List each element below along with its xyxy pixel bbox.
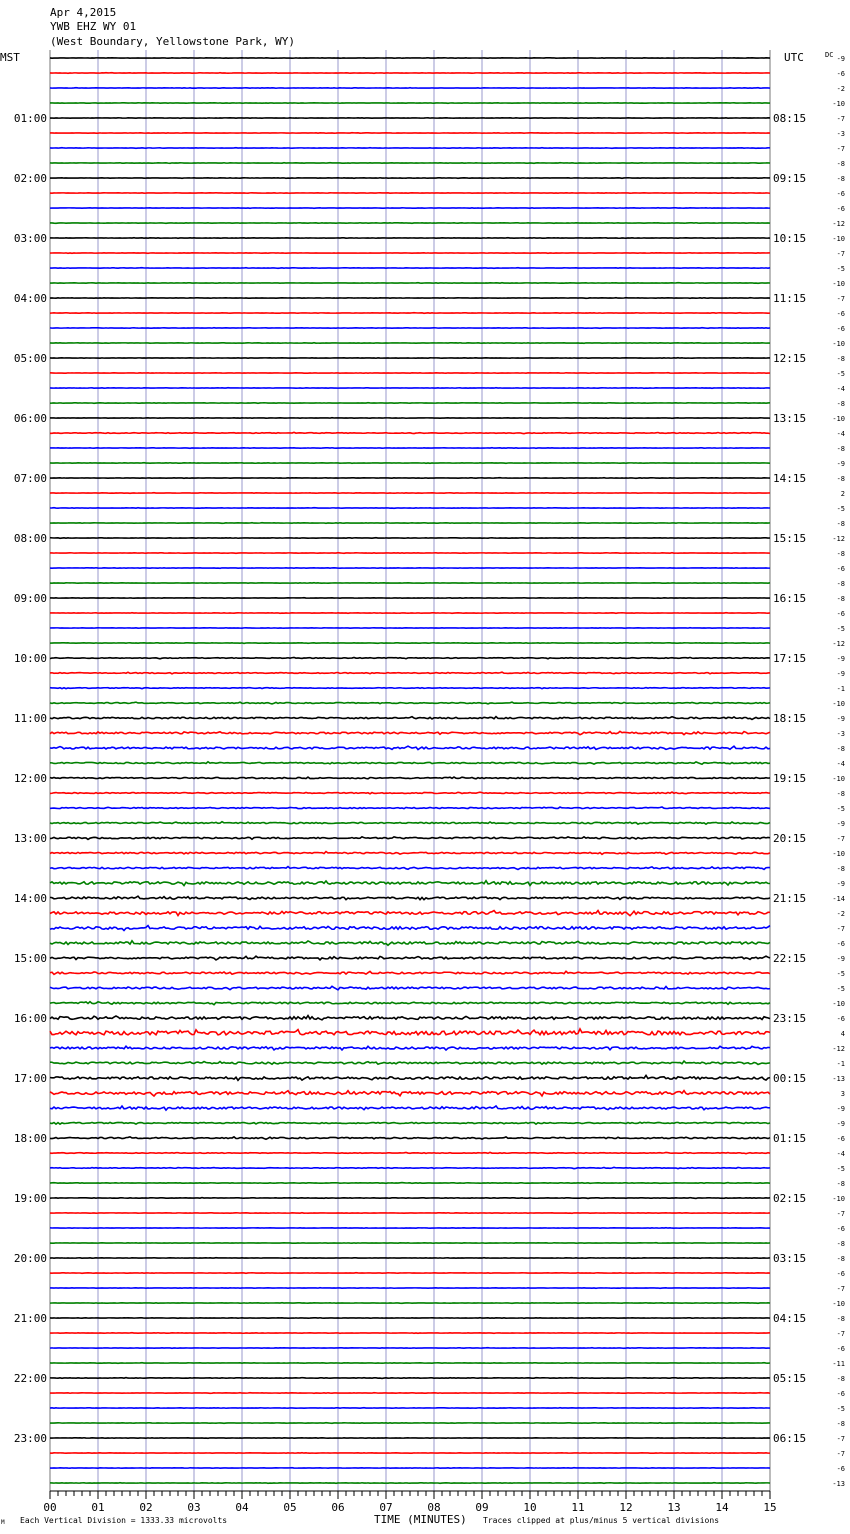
dc-offset-label: -6	[836, 1225, 845, 1233]
utc-hour-label: 02:15	[773, 1192, 807, 1205]
trace-row-16	[50, 298, 770, 299]
dc-offset-label: 3	[840, 1090, 845, 1098]
mst-hour-label: 02:00	[13, 172, 47, 185]
mst-hour-label: 09:00	[13, 592, 47, 605]
dc-offset-label: -5	[836, 805, 845, 813]
trace-row-72	[50, 1137, 770, 1139]
trace-row-2	[50, 88, 770, 89]
trace-row-32	[50, 538, 770, 539]
dc-offset-label: -8	[836, 520, 845, 528]
trace-row-23	[50, 403, 770, 404]
trace-row-65	[50, 1029, 770, 1035]
dc-offset-label: -9	[836, 655, 845, 663]
dc-offset-label: -7	[836, 250, 845, 258]
mst-hour-label: 08:00	[13, 532, 47, 545]
dc-offset-label: 4	[840, 1030, 845, 1038]
dc-offset-label: -4	[836, 430, 845, 438]
dc-offset-label: -14	[832, 895, 845, 903]
dc-offset-label: -8	[836, 1420, 845, 1428]
utc-hour-label: 06:15	[773, 1432, 807, 1445]
dc-offset-label: -6	[836, 940, 845, 948]
dc-offset-label: -6	[836, 1135, 845, 1143]
dc-offset-label: -5	[836, 1165, 845, 1173]
trace-row-17	[50, 313, 770, 314]
dc-offset-label: -6	[836, 1390, 845, 1398]
trace-row-78	[50, 1228, 770, 1229]
dc-offset-label: -2	[836, 85, 845, 93]
dc-offset-label: -4	[836, 385, 845, 393]
dc-offset-label: -10	[832, 235, 845, 243]
trace-row-63	[50, 1002, 770, 1005]
dc-offset-label: -10	[832, 415, 845, 423]
trace-row-52	[50, 837, 770, 840]
dc-offset-label: -10	[832, 1195, 845, 1203]
dc-offset-label: -8	[836, 1240, 845, 1248]
trace-row-85	[50, 1333, 770, 1334]
dc-offset-label: -12	[832, 535, 845, 543]
mst-hour-label: 07:00	[13, 472, 47, 485]
trace-row-88	[50, 1378, 770, 1379]
utc-hour-label: 10:15	[773, 232, 807, 245]
x-tick-label: 14	[715, 1501, 729, 1514]
utc-hour-label: 01:15	[773, 1132, 807, 1145]
trace-row-45	[50, 731, 770, 734]
trace-row-70	[50, 1106, 770, 1110]
mst-hour-label: 18:00	[13, 1132, 47, 1145]
trace-row-80	[50, 1258, 770, 1259]
trace-row-57	[50, 911, 770, 916]
mst-hour-label: 19:00	[13, 1192, 47, 1205]
utc-hour-label: 08:15	[773, 112, 807, 125]
trace-row-89	[50, 1393, 770, 1394]
trace-row-49	[50, 792, 770, 794]
dc-offset-label: -2	[836, 910, 845, 918]
dc-offset-label: -6	[836, 310, 845, 318]
trace-row-62	[50, 986, 770, 990]
dc-offset-label: -7	[836, 925, 845, 933]
dc-offset-label: -10	[832, 775, 845, 783]
mst-hour-label: 11:00	[13, 712, 47, 725]
trace-row-6	[50, 148, 770, 149]
trace-row-39	[50, 643, 770, 644]
dc-offset-label: -7	[836, 835, 845, 843]
dc-offset-label: -8	[836, 865, 845, 873]
utc-hour-label: 22:15	[773, 952, 807, 965]
x-tick-label: 10	[523, 1501, 537, 1514]
utc-hour-label: 05:15	[773, 1372, 807, 1385]
mst-hour-label: 04:00	[13, 292, 47, 305]
trace-row-15	[50, 283, 770, 284]
dc-offset-label: -7	[836, 1285, 845, 1293]
trace-row-84	[50, 1318, 770, 1319]
dc-offset-label: -7	[836, 1435, 845, 1443]
utc-hour-label: 21:15	[773, 892, 807, 905]
trace-row-60	[50, 956, 770, 960]
header-station: YWB EHZ WY 01	[50, 20, 137, 33]
dc-offset-label: -6	[836, 1015, 845, 1023]
dc-offset-label: -10	[832, 100, 845, 108]
dc-label: DC	[825, 51, 834, 59]
dc-offset-label: -10	[832, 850, 845, 858]
dc-offset-label: -5	[836, 970, 845, 978]
trace-row-22	[50, 388, 770, 389]
dc-offset-label: -10	[832, 280, 845, 288]
x-tick-label: 09	[475, 1501, 489, 1514]
dc-offset-label: -6	[836, 1270, 845, 1278]
trace-row-9	[50, 193, 770, 194]
dc-offset-label: -7	[836, 145, 845, 153]
dc-offset-label: -6	[836, 325, 845, 333]
dc-offset-label: -12	[832, 640, 845, 648]
right-axis-label: UTC	[784, 51, 804, 64]
trace-row-90	[50, 1408, 770, 1409]
trace-row-31	[50, 523, 770, 524]
trace-row-40	[50, 657, 770, 658]
trace-row-25	[50, 432, 770, 433]
dc-offset-label: -9	[836, 1120, 845, 1128]
mst-hour-label: 05:00	[13, 352, 47, 365]
trace-row-53	[50, 852, 770, 855]
dc-offset-label: -7	[836, 1330, 845, 1338]
traces	[50, 58, 770, 1484]
mst-hour-label: 13:00	[13, 832, 47, 845]
trace-row-92	[50, 1438, 770, 1439]
trace-row-68	[50, 1075, 770, 1080]
trace-row-33	[50, 553, 770, 554]
dc-offset-label: -8	[836, 160, 845, 168]
x-tick-label: 08	[427, 1501, 441, 1514]
trace-row-73	[50, 1152, 770, 1153]
trace-row-64	[50, 1016, 770, 1020]
dc-offset-label: -9	[836, 880, 845, 888]
trace-row-87	[50, 1363, 770, 1364]
dc-offset-label: -8	[836, 550, 845, 558]
trace-row-1	[50, 73, 770, 74]
dc-offset-label: -7	[836, 1450, 845, 1458]
dc-offset-label: -6	[836, 1465, 845, 1473]
x-tick-label: 00	[43, 1501, 57, 1514]
dc-offset-label: -8	[836, 1315, 845, 1323]
dc-offset-label: -5	[836, 625, 845, 633]
dc-offset-label: -8	[836, 400, 845, 408]
mst-hour-label: 14:00	[13, 892, 47, 905]
dc-offset-label: -8	[836, 355, 845, 363]
utc-hour-label: 16:15	[773, 592, 807, 605]
x-tick-label: 11	[571, 1501, 585, 1514]
trace-row-55	[50, 881, 770, 886]
mst-hour-label: 22:00	[13, 1372, 47, 1385]
dc-offset-label: -9	[836, 715, 845, 723]
dc-offset-label: -9	[836, 955, 845, 963]
left-axis-label: MST	[0, 51, 20, 64]
trace-row-59	[50, 941, 770, 945]
dc-offset-label: -10	[832, 700, 845, 708]
trace-row-14	[50, 268, 770, 269]
mst-hour-label: 06:00	[13, 412, 47, 425]
dc-offset-label: -10	[832, 340, 845, 348]
header-location: (West Boundary, Yellowstone Park, WY)	[50, 35, 296, 48]
x-tick-label: 02	[139, 1501, 153, 1514]
x-tick-label: 15	[763, 1501, 777, 1514]
dc-offset-label: -4	[836, 1150, 845, 1158]
trace-row-75	[50, 1183, 770, 1184]
trace-row-12	[50, 238, 770, 239]
mst-hour-label: 15:00	[13, 952, 47, 965]
x-tick-label: 06	[331, 1501, 345, 1514]
dc-offset-label: -5	[836, 370, 845, 378]
dc-offset-label: -7	[836, 295, 845, 303]
trace-row-38	[50, 628, 770, 629]
utc-hour-label: 23:15	[773, 1012, 807, 1025]
trace-row-71	[50, 1122, 770, 1124]
utc-hour-label: 15:15	[773, 532, 807, 545]
dc-offset-label: -6	[836, 205, 845, 213]
x-tick-label: 03	[187, 1501, 201, 1514]
corner-mark: M	[1, 1519, 5, 1526]
mst-hour-label: 16:00	[13, 1012, 47, 1025]
trace-row-50	[50, 807, 770, 809]
minute-gridlines	[50, 50, 770, 1495]
trace-row-69	[50, 1091, 770, 1096]
trace-row-83	[50, 1303, 770, 1304]
trace-row-67	[50, 1061, 770, 1064]
trace-row-74	[50, 1167, 770, 1168]
dc-offset-label: -1	[836, 685, 845, 693]
trace-row-51	[50, 822, 770, 824]
trace-row-30	[50, 508, 770, 509]
trace-row-37	[50, 613, 770, 614]
trace-row-3	[50, 103, 770, 104]
dc-offset-label: -9	[836, 1105, 845, 1113]
dc-offset-label: -8	[836, 745, 845, 753]
dc-offset-label: -3	[836, 730, 845, 738]
dc-offset-label: -5	[836, 265, 845, 273]
dc-offset-label: -6	[836, 1345, 845, 1353]
trace-row-34	[50, 568, 770, 569]
dc-offset-label: -8	[836, 1255, 845, 1263]
utc-hour-label: 12:15	[773, 352, 807, 365]
utc-hour-label: 13:15	[773, 412, 807, 425]
trace-row-66	[50, 1046, 770, 1050]
trace-row-61	[50, 971, 770, 974]
dc-offset-label: -8	[836, 1375, 845, 1383]
trace-row-29	[50, 493, 770, 494]
x-tick-label: 12	[619, 1501, 633, 1514]
utc-hour-label: 14:15	[773, 472, 807, 485]
trace-row-24	[50, 418, 770, 419]
trace-row-28	[50, 478, 770, 479]
dc-offset-label: 2	[840, 490, 845, 498]
mst-hour-label: 17:00	[13, 1072, 47, 1085]
dc-offset-label: -13	[832, 1075, 845, 1083]
utc-hour-label: 11:15	[773, 292, 807, 305]
trace-row-54	[50, 867, 770, 870]
dc-offset-label: -5	[836, 1405, 845, 1413]
trace-row-95	[50, 1483, 770, 1484]
x-axis	[43, 1491, 776, 1514]
trace-row-56	[50, 896, 770, 900]
trace-row-76	[50, 1198, 770, 1199]
dc-offset-label: -10	[832, 1000, 845, 1008]
dc-offset-label: -13	[832, 1480, 845, 1488]
trace-row-81	[50, 1273, 770, 1274]
dc-offset-label: -6	[836, 610, 845, 618]
trace-row-47	[50, 762, 770, 765]
dc-offset-label: -9	[836, 820, 845, 828]
dc-offset-label: -12	[832, 1045, 845, 1053]
trace-row-44	[50, 717, 770, 720]
trace-row-43	[50, 702, 770, 704]
x-tick-label: 13	[667, 1501, 681, 1514]
dc-offset-label: -7	[836, 1210, 845, 1218]
dc-offset-label: -11	[832, 1360, 845, 1368]
trace-row-77	[50, 1213, 770, 1214]
x-tick-label: 04	[235, 1501, 249, 1514]
trace-row-18	[50, 328, 770, 329]
dc-offset-label: -5	[836, 505, 845, 513]
mst-hour-label: 01:00	[13, 112, 47, 125]
dc-offset-label: -9	[836, 670, 845, 678]
dc-offset-label: -8	[836, 175, 845, 183]
trace-row-46	[50, 746, 770, 749]
dc-offset-label: -7	[836, 115, 845, 123]
trace-row-91	[50, 1423, 770, 1424]
mst-hour-label: 21:00	[13, 1312, 47, 1325]
trace-row-11	[50, 223, 770, 224]
trace-row-27	[50, 463, 770, 464]
dc-offset-label: -5	[836, 985, 845, 993]
trace-row-41	[50, 672, 770, 674]
scale-note: Each Vertical Division = 1333.33 microvolts	[20, 1516, 228, 1525]
trace-row-48	[50, 777, 770, 779]
header-date: Apr 4,2015	[50, 6, 117, 19]
mst-hour-label: 12:00	[13, 772, 47, 785]
trace-row-20	[50, 358, 770, 359]
trace-row-7	[50, 163, 770, 164]
mst-hour-label: 23:00	[13, 1432, 47, 1445]
trace-row-5	[50, 133, 770, 134]
dc-offset-label: -12	[832, 220, 845, 228]
dc-offset-label: -9	[836, 55, 845, 63]
x-tick-label: 05	[283, 1501, 297, 1514]
dc-offset-label: -8	[836, 445, 845, 453]
utc-hour-label: 00:15	[773, 1072, 807, 1085]
utc-hour-label: 17:15	[773, 652, 807, 665]
mst-hour-label: 10:00	[13, 652, 47, 665]
utc-hour-label: 04:15	[773, 1312, 807, 1325]
clip-note: Traces clipped at plus/minus 5 vertical divisions	[483, 1516, 720, 1525]
dc-offset-label: -8	[836, 790, 845, 798]
utc-hour-label: 19:15	[773, 772, 807, 785]
trace-row-86	[50, 1348, 770, 1349]
trace-row-58	[50, 926, 770, 931]
mst-hour-label: 20:00	[13, 1252, 47, 1265]
utc-hour-label: 18:15	[773, 712, 807, 725]
utc-hour-label: 03:15	[773, 1252, 807, 1265]
dc-offset-label: -10	[832, 1300, 845, 1308]
dc-offset-label: -4	[836, 760, 845, 768]
dc-offset-label: -9	[836, 460, 845, 468]
dc-offset-label: -8	[836, 475, 845, 483]
x-axis-title: TIME (MINUTES)	[374, 1513, 467, 1526]
dc-offset-label: -3	[836, 130, 845, 138]
dc-offset-label: -8	[836, 1180, 845, 1188]
utc-hour-label: 20:15	[773, 832, 807, 845]
dc-offset-label: -8	[836, 580, 845, 588]
trace-row-8	[50, 178, 770, 179]
dc-offset-label: -6	[836, 190, 845, 198]
utc-hour-label: 09:15	[773, 172, 807, 185]
trace-row-26	[50, 448, 770, 449]
dc-offset-label: -6	[836, 565, 845, 573]
mst-hour-label: 03:00	[13, 232, 47, 245]
trace-row-10	[50, 208, 770, 209]
x-tick-label: 01	[91, 1501, 105, 1514]
dc-offset-label: -8	[836, 595, 845, 603]
dc-offset-label: -6	[836, 70, 845, 78]
dc-offset-label: -1	[836, 1060, 845, 1068]
x-tick-label: 07	[379, 1501, 393, 1514]
trace-row-42	[50, 688, 770, 689]
trace-row-82	[50, 1288, 770, 1289]
trace-row-19	[50, 343, 770, 344]
